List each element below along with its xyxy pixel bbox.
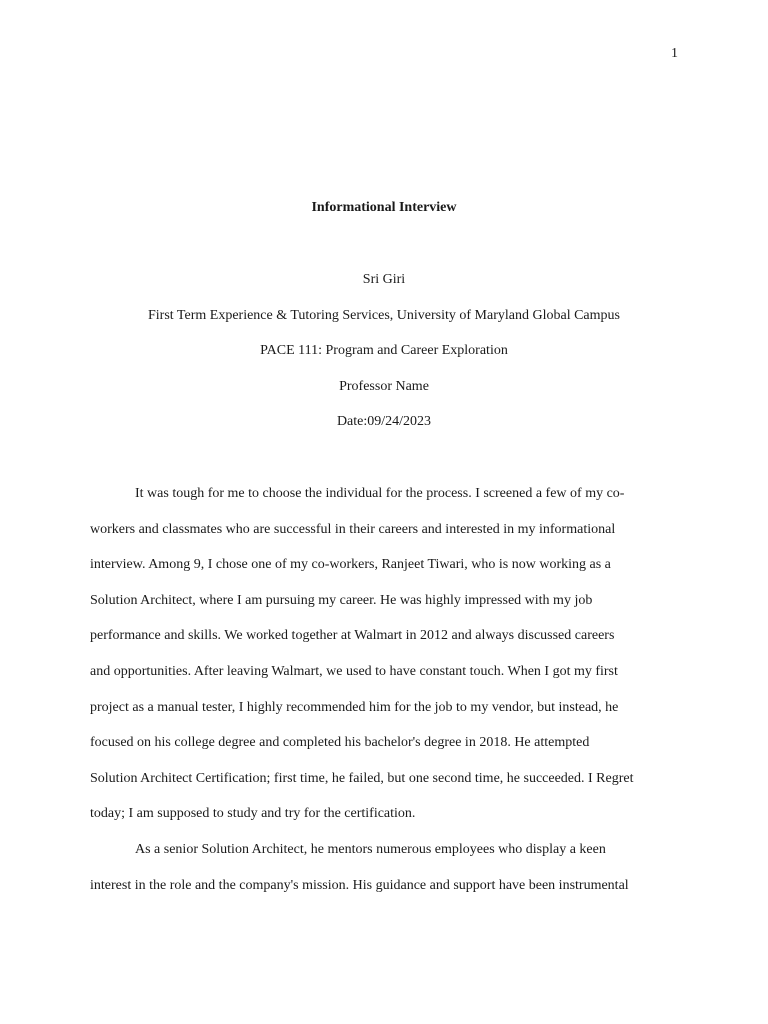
institution: First Term Experience & Tutoring Services, University of Maryland Global Campus — [148, 307, 620, 323]
document-date: Date:09/24/2023 — [336, 414, 432, 429]
paragraph-1-line: Solution Architect Certification; first time, he failed, but one second time, he succeeded. I Regret — [90, 770, 634, 786]
paragraph-2-line: interest in the role and the company's mission. His guidance and support have been instrumental — [90, 877, 629, 893]
paragraph-1-line: focused on his college degree and completed his bachelor's degree in 2018. He attempted — [90, 735, 590, 751]
page-number: 1 — [671, 46, 678, 61]
page-title: Informational Interview — [311, 200, 457, 215]
author-name: Sri Giri — [362, 272, 406, 287]
paragraph-1-line: today; I am supposed to study and try for the certification. — [90, 806, 416, 822]
paragraph-1-line: Solution Architect, where I am pursuing my career. He was highly impressed with my job — [90, 592, 593, 608]
course-name: PACE 111: Program and Career Exploration — [260, 343, 508, 358]
body-text — [90, 483, 680, 910]
professor-name: Professor Name — [339, 378, 429, 394]
paragraph-2-line: As a senior Solution Architect, he mentors numerous employees who display a keen — [135, 841, 606, 857]
paragraph-1-line: interview. Among 9, I chose one of my co-workers, Ranjeet Tiwari, who is now working as a — [90, 557, 611, 573]
paragraph-1-line: and opportunities. After leaving Walmart, we used to have constant touch. When I got my first — [90, 663, 618, 679]
paragraph-1-line: It was tough for me to choose the individual for the process. I screened a few of my co- — [135, 486, 625, 501]
title-block — [0, 270, 768, 448]
paragraph-1-line: workers and classmates who are successful in their careers and interested in my informational — [90, 521, 616, 537]
paragraph-1-line: performance and skills. We worked together at Walmart in 2012 and always discussed careers — [90, 628, 615, 644]
paragraph-1-line: project as a manual tester, I highly recommended him for the job to my vendor, but instead, he — [90, 699, 619, 715]
